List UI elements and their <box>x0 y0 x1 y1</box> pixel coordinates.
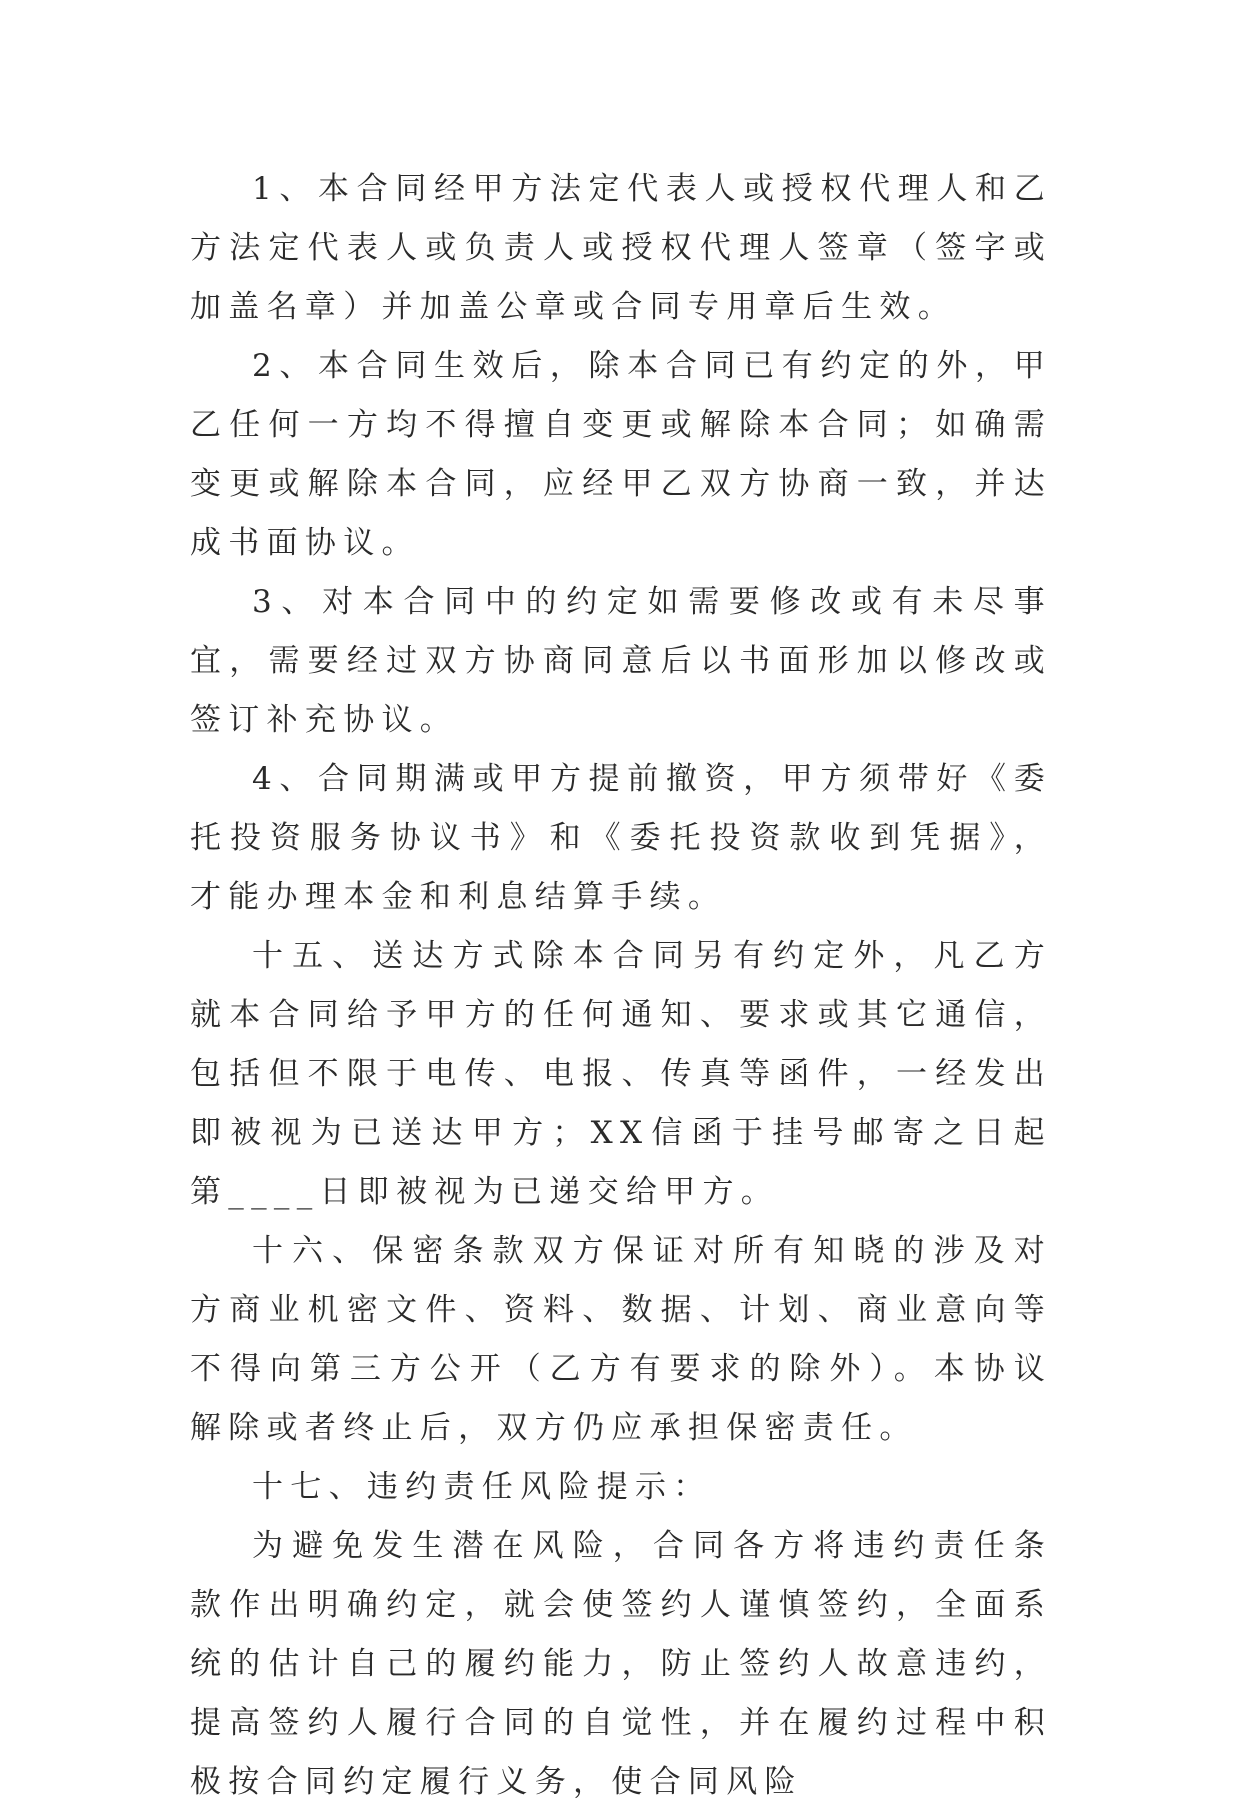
paragraph-clause-3: 3、对本合同中的约定如需要修改或有未尽事宜，需要经过双方协商同意后以书面形加以修改或签订补充协议。 <box>190 584 1052 738</box>
paragraph-section-15: 十五、送达方式除本合同另有约定外，凡乙方就本合同给予甲方的任何通知、要求或其它通信，包括但不限于电传、电报、传真等函件，一经发出即被视为已送达甲方；XX信函于挂号邮寄之日起第____日即被视为已递交给甲方。 <box>190 938 1052 1210</box>
paragraph-section-16: 十六、保密条款双方保证对所有知晓的涉及对方商业机密文件、资料、数据、计划、商业意向等不得向第三方公开（乙方有要求的除外）。本协议解除或者终止后，双方仍应承担保密责任。 <box>190 1233 1052 1446</box>
paragraph-clause-1: 1、本合同经甲方法定代表人或授权代理人和乙方法定代表人或负责人或授权代理人签章（签字或加盖名章）并加盖公章或合同专用章后生效。 <box>190 171 1052 325</box>
paragraph-risk-note: 为避免发生潜在风险，合同各方将违约责任条款作出明确约定，就会使签约人谨慎签约，全面系统的估计自己的履约能力，防止签约人故意违约，提高签约人履行合同的自觉性，并在履约过程中积极按合同约定履行义务，使合同风险 <box>190 1528 1052 1800</box>
paragraph-clause-2: 2、本合同生效后，除本合同已有约定的外，甲乙任何一方均不得擅自变更或解除本合同；如确需变更或解除本合同，应经甲乙双方协商一致，并达成书面协议。 <box>190 348 1052 561</box>
document-body <box>190 160 1052 1812</box>
paragraph-clause-4: 4、合同期满或甲方提前撤资，甲方须带好《委托投资服务协议书》和《委托投资款收到凭据》，才能办理本金和利息结算手续。 <box>190 761 1052 915</box>
paragraph-section-17-heading: 十七、违约责任风险提示： <box>252 1469 712 1505</box>
